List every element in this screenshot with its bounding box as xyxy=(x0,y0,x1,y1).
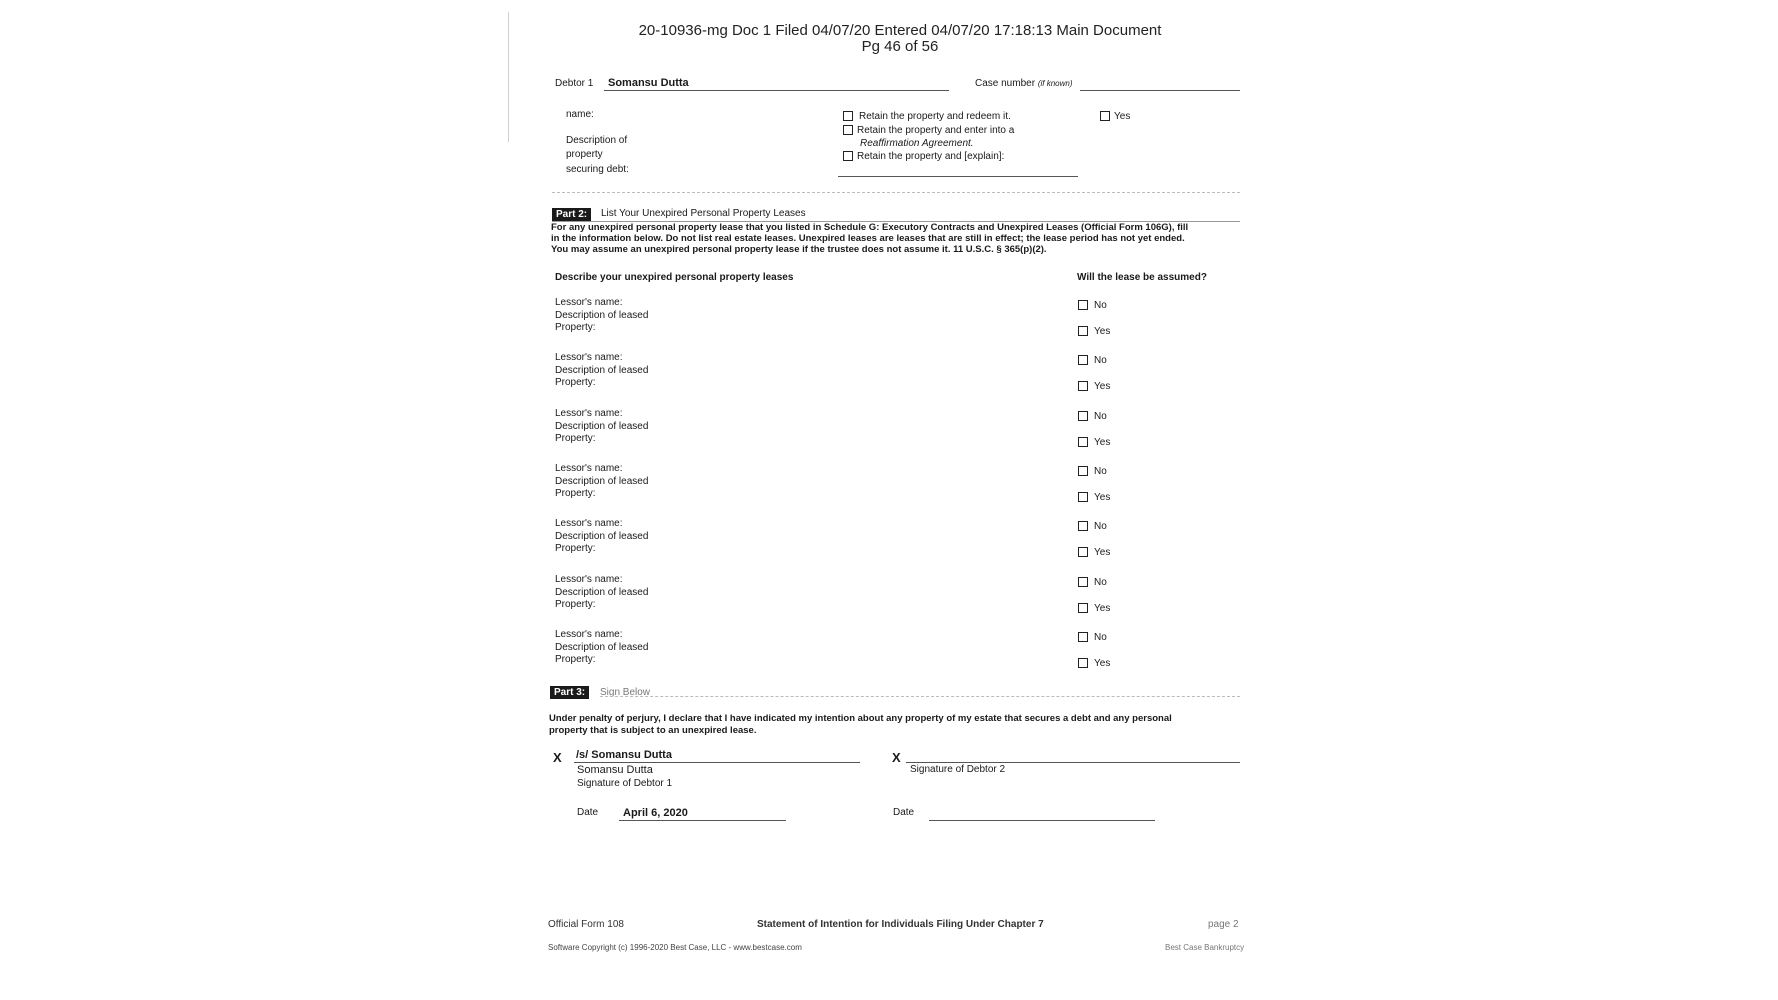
debtor-name-underline xyxy=(604,90,949,91)
property-desc-label-3: securing debt: xyxy=(566,164,629,175)
lease-5-yes-label: Yes xyxy=(1094,547,1111,558)
lease-4-no-label: No xyxy=(1094,466,1107,477)
filing-header: 20-10936-mg Doc 1 Filed 04/07/20 Entered 04/07/20 17:18:13 Main Document xyxy=(638,22,1162,39)
lease-4-yes-label: Yes xyxy=(1094,492,1111,503)
signature-x-mark: X xyxy=(553,750,562,765)
footer-title: Statement of Intention for Individuals Filing Under Chapter 7 xyxy=(757,919,1044,930)
debtor1-signature-caption: Signature of Debtor 1 xyxy=(577,778,673,789)
section-divider xyxy=(552,192,1240,193)
debtor2-date-line[interactable] xyxy=(929,820,1155,821)
lease-2-no-checkbox[interactable] xyxy=(1078,355,1088,365)
lease-5-no-checkbox[interactable] xyxy=(1078,521,1088,531)
leased-property-label: Property: xyxy=(555,488,596,499)
debtor2-signature-line[interactable] xyxy=(906,762,1240,763)
lease-3-yes-checkbox[interactable] xyxy=(1078,437,1088,447)
part2-title: List Your Unexpired Personal Property Leases xyxy=(601,208,806,219)
assumed-column-header: Will the lease be assumed? xyxy=(1077,272,1207,283)
lease-3-no-label: No xyxy=(1094,411,1107,422)
leased-property-desc-label: Description of leased xyxy=(555,642,649,653)
explain-field[interactable] xyxy=(838,176,1078,177)
lease-3-yes-label: Yes xyxy=(1094,437,1111,448)
declaration-line-2: property that is subject to an unexpired lease. xyxy=(549,725,757,736)
claim-exempt-yes-label: Yes xyxy=(1114,111,1131,122)
signature-x-mark-2: X xyxy=(892,750,901,765)
lessor-name-label: Lessor's name: xyxy=(555,574,623,585)
lease-6-yes-label: Yes xyxy=(1094,603,1111,614)
lessor-name-label: Lessor's name: xyxy=(555,297,623,308)
lessor-name-label: Lessor's name: xyxy=(555,408,623,419)
leased-property-desc-label: Description of leased xyxy=(555,531,649,542)
part2-tag: Part 2: xyxy=(552,208,591,221)
retain-explain-label: Retain the property and [explain]: xyxy=(857,151,1005,162)
footer-form-name: Official Form 108 xyxy=(548,919,624,930)
leased-property-label: Property: xyxy=(555,433,596,444)
lease-5-yes-checkbox[interactable] xyxy=(1078,547,1088,557)
lease-1-no-checkbox[interactable] xyxy=(1078,300,1088,310)
retain-explain-checkbox[interactable] xyxy=(843,151,853,161)
debtor1-signature: /s/ Somansu Dutta xyxy=(576,749,672,761)
date-label-2: Date xyxy=(893,807,915,818)
debtor2-signature-caption: Signature of Debtor 2 xyxy=(910,764,1006,775)
debtor-name: Somansu Dutta xyxy=(608,77,689,89)
page-count: Pg 46 of 56 xyxy=(861,38,939,55)
lease-7-yes-label: Yes xyxy=(1094,658,1111,669)
part2-instructions-2: in the information below. Do not list real estate leases. Unexpired leases are leases that are still in effect; the lease period has not yet ended. xyxy=(551,233,1185,244)
lease-7-yes-checkbox[interactable] xyxy=(1078,658,1088,668)
leased-property-desc-label: Description of leased xyxy=(555,310,649,321)
part2-instructions-3: You may assume an unexpired personal property lease if the trustee does not assume it. 11 U.S.C. § 365(p)(2). xyxy=(551,244,1047,255)
retain-reaffirm-checkbox[interactable] xyxy=(843,125,853,135)
lease-1-yes-checkbox[interactable] xyxy=(1078,326,1088,336)
retain-reaffirm-label: Retain the property and enter into a xyxy=(857,125,1015,136)
leased-property-label: Property: xyxy=(555,599,596,610)
leased-property-label: Property: xyxy=(555,654,596,665)
leases-column-header: Describe your unexpired personal property leases xyxy=(555,272,794,283)
retain-redeem-label: Retain the property and redeem it. xyxy=(859,111,1011,122)
lessor-name-label: Lessor's name: xyxy=(555,463,623,474)
part3-tag: Part 3: xyxy=(550,686,589,699)
date-label-1: Date xyxy=(577,807,599,818)
leased-property-label: Property: xyxy=(555,543,596,554)
lease-2-yes-checkbox[interactable] xyxy=(1078,381,1088,391)
footer-brand: Best Case Bankruptcy xyxy=(1165,943,1245,952)
footer-page: page 2 xyxy=(1208,919,1239,930)
part3-title: Sign Below xyxy=(600,687,651,698)
debtor1-signature-line[interactable] xyxy=(574,762,860,763)
reaffirmation-label: Reaffirmation Agreement. xyxy=(860,138,974,149)
debtor1-printed-name: Somansu Dutta xyxy=(577,764,653,776)
retain-redeem-checkbox[interactable] xyxy=(843,111,853,121)
lease-2-no-label: No xyxy=(1094,355,1107,366)
leased-property-desc-label: Description of leased xyxy=(555,421,649,432)
leased-property-desc-label: Description of leased xyxy=(555,587,649,598)
leased-property-label: Property: xyxy=(555,322,596,333)
footer-copyright: Software Copyright (c) 1996-2020 Best Case, LLC - www.bestcase.com xyxy=(548,943,802,952)
lease-2-yes-label: Yes xyxy=(1094,381,1111,392)
lessor-name-label: Lessor's name: xyxy=(555,518,623,529)
lease-6-no-label: No xyxy=(1094,577,1107,588)
debtor1-date-line[interactable] xyxy=(619,820,786,821)
leased-property-desc-label: Description of leased xyxy=(555,365,649,376)
leased-property-desc-label: Description of leased xyxy=(555,476,649,487)
creditor-name-label: name: xyxy=(566,109,594,120)
debtor1-date: April 6, 2020 xyxy=(623,807,688,819)
lease-4-no-checkbox[interactable] xyxy=(1078,466,1088,476)
lease-1-yes-label: Yes xyxy=(1094,326,1111,337)
lease-6-yes-checkbox[interactable] xyxy=(1078,603,1088,613)
lessor-name-label: Lessor's name: xyxy=(555,629,623,640)
part2-instructions-1: For any unexpired personal property lease that you listed in Schedule G: Executory Contracts and Unexpired Leases (Official Form 106G), fill xyxy=(551,222,1189,233)
lease-4-yes-checkbox[interactable] xyxy=(1078,492,1088,502)
case-number-field[interactable] xyxy=(1080,90,1240,91)
leased-property-label: Property: xyxy=(555,377,596,388)
case-number-label: Case number (if known) xyxy=(975,78,1073,89)
declaration-line-1: Under penalty of perjury, I declare that I have indicated my intention about any property of my estate that secures a debt and any personal xyxy=(549,713,1172,724)
lease-1-no-label: No xyxy=(1094,300,1107,311)
claim-exempt-yes-checkbox[interactable] xyxy=(1100,111,1110,121)
page-margin-line xyxy=(508,12,509,142)
lease-7-no-label: No xyxy=(1094,632,1107,643)
lease-7-no-checkbox[interactable] xyxy=(1078,632,1088,642)
debtor-label: Debtor 1 xyxy=(555,78,594,89)
lease-3-no-checkbox[interactable] xyxy=(1078,411,1088,421)
part3-rule xyxy=(600,696,1240,697)
property-desc-label-2: property xyxy=(566,149,603,160)
lease-6-no-checkbox[interactable] xyxy=(1078,577,1088,587)
lease-5-no-label: No xyxy=(1094,521,1107,532)
property-desc-label-1: Description of xyxy=(566,135,628,146)
lessor-name-label: Lessor's name: xyxy=(555,352,623,363)
